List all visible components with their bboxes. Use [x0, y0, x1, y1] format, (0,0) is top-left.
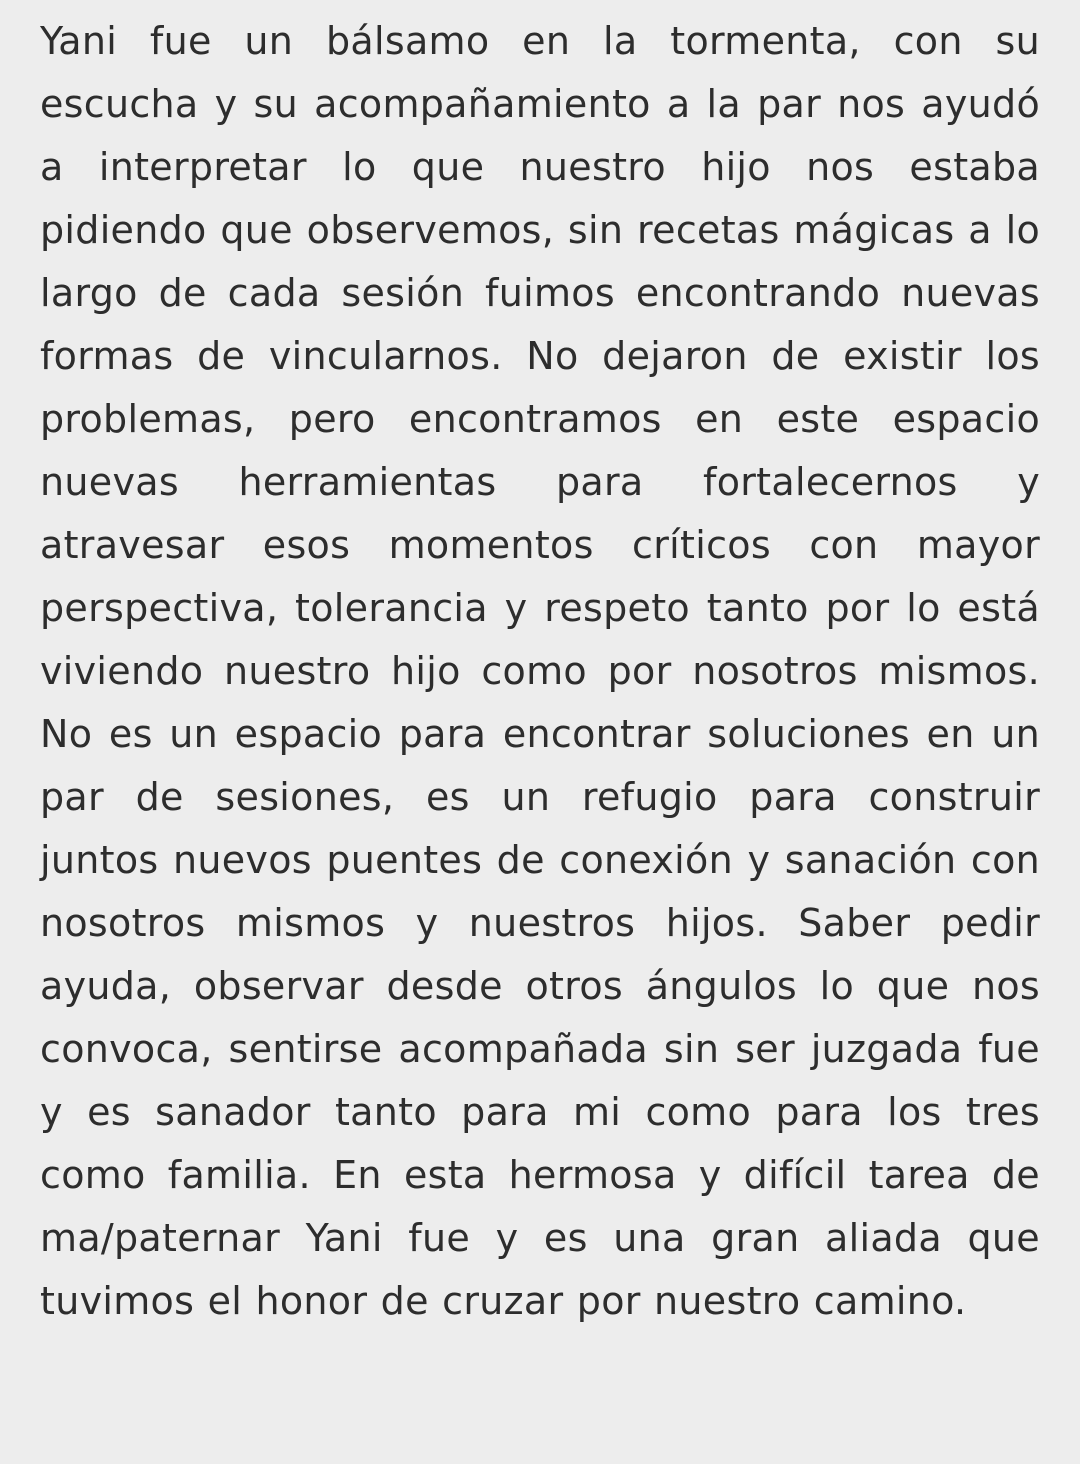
- testimonial-text: Yani fue un bálsamo en la tormenta, con su escucha y su acompañamiento a la par nos ayudó a interpretar lo que nuestro hijo nos estaba pidiendo que observemos, sin recetas mágicas a lo largo de cada sesión fuimos encontrando nuevas formas de vincularnos. No dejaron de existir los problemas, pero encontramos en este espacio nuevas herramientas para fortalecernos y atravesar esos momentos críticos con mayor perspectiva, tolerancia y respeto tanto por lo está viviendo nuestro hijo como por nosotros mismos. No es un espacio para encontrar soluciones en un par de sesiones, es un refugio para construir juntos nuevos puentes de conexión y sanación con nosotros mismos y nuestros hijos. Saber pedir ayuda, observar desde otros ángulos lo que nos convoca, sentirse acompañada sin ser juzgada fue y es sanador tanto para mi como para los tres como familia. En esta hermosa y difícil tarea de ma/paternar Yani fue y es una gran aliada que tuvimos el honor de cruzar por nuestro camino.: [40, 19, 1040, 1323]
